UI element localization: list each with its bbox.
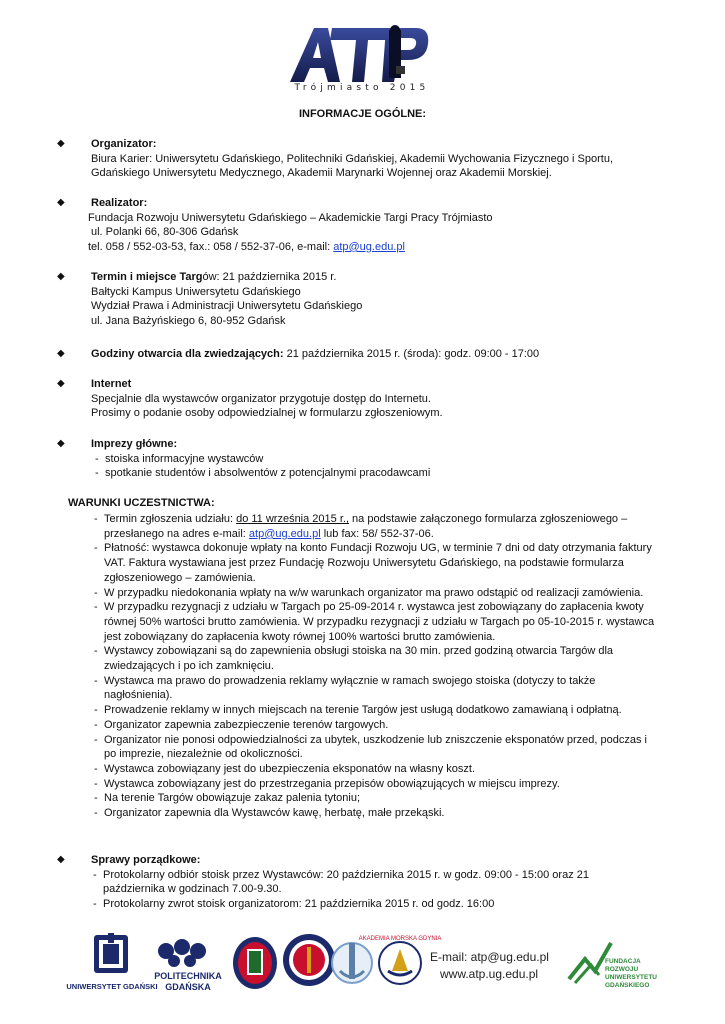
ug-logo [66,931,158,995]
warunki-first-pre: Termin zgłoszenia udziału: [104,513,237,525]
diamond-bullet-icon: ◆ [57,438,65,449]
logo-subtitle: Trójmiasto 2015 [294,83,430,93]
pg-label-2: GDAŃSKA [165,982,211,992]
fundacja-text-2: ROZWOJU [605,966,639,973]
termin-line3: Wydział Prawa i Administracji Uniwersytetu Gdańskiego [91,300,363,313]
realizator-line2: ul. Polanki 66, 80-306 Gdańsk [91,226,239,239]
sprawy-label: Sprawy porządkowe: [91,854,201,866]
diamond-bullet-icon: ◆ [57,138,65,149]
list-item: - Wystawca zobowiązany jest do przestrzegania przepisów obowiązujących w miejscu imprezy. [92,777,662,792]
section-imprezy [57,437,670,481]
list-item: - W przypadku niedokonania wpłaty na w/w warunkach organizator ma prawo odstąpić od realizacji zamówienia. [92,586,662,601]
internet-line2: Prosimy o podanie osoby odpowiedzialnej w formularzu zgłoszeniowym. [91,407,443,420]
internet-label: Internet [91,378,132,390]
list-item: - Wystawca ma prawo do prowadzenia reklamy wyłącznie w ramach swojego stoiska (dotyczy to także nagłośnienia). [92,674,662,703]
imprezy-label: Imprezy główne: [91,438,178,450]
godziny-text: 21 października 2015 r. (środa): godz. 09:00 - 17:00 [283,348,540,360]
termin-label: Termin i miejsce Targ [91,271,203,283]
organizator-text: Biura Karier: Uniwersytetu Gdańskiego, Politechniki Gdańskiej, Akademii Wychowania Fizycznego i Sportu, Gdańskiego Uniwersytetu Medycznego, Akademii Marynarki Wojennej oraz Akademii Morskiej. [91,152,614,180]
godziny-label: Godziny otwarcia dla zwiedzających: [91,348,284,360]
warunki-list [92,512,662,821]
warunki-first-post: lub fax: 58/ 552-37-06. [320,527,434,540]
list-item: - Wystawcy zobowiązani są do zapewnienia obsługi stoiska na 30 min. przed godziną otwarcia Targów dla zwiedzających i po ich zamknięciu. [92,644,662,673]
list-item: - Protokolarny odbiór stoisk przez Wystawców: 20 października 2015 r. w godz. 09:00 - 15:00 oraz 21 października w godzinach 7.00-9.30. [91,868,621,897]
termin-date: ów: 21 października 2015 r. [202,271,337,283]
list-item: - stoiska informacyjne wystawców [93,452,670,467]
realizator-line3 [88,240,670,255]
footer-email[interactable]: E-mail: atp@ug.edu.pl [430,950,549,964]
termin-line4: ul. Jana Bażyńskiego 6, 80-952 Gdańsk [91,314,286,327]
termin-line2: Bałtycki Kampus Uniwersytetu Gdańskiego [91,285,301,298]
section-godziny [57,347,670,362]
realizator-email-link[interactable]: atp@ug.edu.pl [333,240,405,253]
am-seal-icon [358,931,442,993]
ug-label: UNIWERSYTET GDAŃSKI [66,982,158,991]
list-item: - Płatność: wystawca dokonuje wpłaty na konto Fundacji Rozwoju UG, w terminie 7 dni od daty otrzymania faktury VAT. Faktura wystawiana jest przez Fundację Rozwoju Uniwersytetu Gdańskiego, na podstawie formularza zgłoszeniowego – zamówienia. [92,541,662,585]
warunki-label: WARUNKI UCZESTNICTWA: [68,497,215,509]
list-item: - Organizator zapewnia zabezpieczenie terenów targowych. [92,718,662,733]
termin-heading [91,270,670,285]
diamond-bullet-icon: ◆ [57,197,65,208]
section-organizator [57,137,670,181]
fundacja-text-1: FUNDACJA [605,958,641,965]
gumed-seal-icon [282,929,336,991]
sprawy-list [91,868,621,912]
list-item [92,512,662,541]
list-item: - spotkanie studentów i absolwentów z potencjalnymi pracodawcami [93,466,670,481]
pg-logo [150,933,226,995]
diamond-bullet-icon: ◆ [57,271,65,282]
awfis-seal-icon [230,935,280,991]
list-item: - Prowadzenie reklamy w innych miejscach na terenie Targów jest usługą dodatkowo zamawianą i odpłatną. [92,703,662,718]
diamond-bullet-icon: ◆ [57,378,65,389]
warunki-deadline: do 11 września 2015 r., [236,513,349,525]
warunki-first-mid: na podstawie załączonego formularza zgłoszeniowego – przesłanego na adres e-mail: [104,513,628,540]
diamond-bullet-icon: ◆ [57,854,65,865]
atp-logo [288,22,438,112]
footer-logos [0,925,725,995]
am-seal-text: AKADEMIA MORSKA GDYNIA [358,936,442,942]
internet-line1: Specjalnie dla wystawców organizator przygotuje dostęp do Internetu. [91,392,431,405]
fundacja-text-3: UNIWERSYTETU [605,974,657,981]
list-item: - Na terenie Targów obowiązuje zakaz palenia tytoniu; [92,791,662,806]
section-termin [57,270,670,328]
section-realizator [57,196,670,254]
realizator-line1: Fundacja Rozwoju Uniwersytetu Gdańskiego – Akademickie Targi Pracy Trójmiasto [88,211,493,224]
fundacja-text-4: GDAŃSKIEGO [605,982,650,989]
diamond-bullet-icon: ◆ [57,348,65,359]
warunki-section [92,512,662,821]
list-item: - Organizator zapewnia dla Wystawców kawę, herbatę, małe przekąski. [92,806,662,821]
list-item: - Protokolarny zwrot stoisk organizatorom: 21 października 2015 r. od godz. 16:00 [91,897,621,912]
section-sprawy [57,853,670,911]
organizator-label: Organizator: [91,138,157,150]
pg-label-1: POLITECHNIKA [154,971,222,981]
list-item: - W przypadku rezygnacji z udziału w Targach po 25-09-2014 r. wystawca jest zobowiązany do zapłacenia kwoty równej 50% wartości brutto zamówienia. W przypadku rezygnacji z udziału w Targach po 05-10-2015 r. wystawca jest zobowiązany do zapłacenia kwoty równej 100% wartości brutto zamówienia. [92,600,662,644]
list-item: - Wystawca zobowiązany jest do ubezpieczenia eksponatów na własny koszt. [92,762,662,777]
page-title: INFORMACJE OGÓLNE: [298,108,427,120]
warunki-email-link[interactable]: atp@ug.edu.pl [248,527,321,540]
footer-contact [430,949,549,983]
section-internet [57,377,670,421]
list-item: - Organizator nie ponosi odpowiedzialności za ubytek, uszkodzenie lub zniszczenie eksponatów przed, podczas i po imprezie, niezależnie od okoliczności. [92,733,662,762]
realizator-contact-text: tel. 058 / 552-03-53, fax.: 058 / 552-37-06, e-mail: [88,240,334,253]
realizator-label: Realizator: [91,197,148,209]
fundacja-logo [565,931,655,993]
footer-www[interactable]: www.atp.ug.edu.pl [440,967,539,981]
imprezy-list [93,452,670,481]
